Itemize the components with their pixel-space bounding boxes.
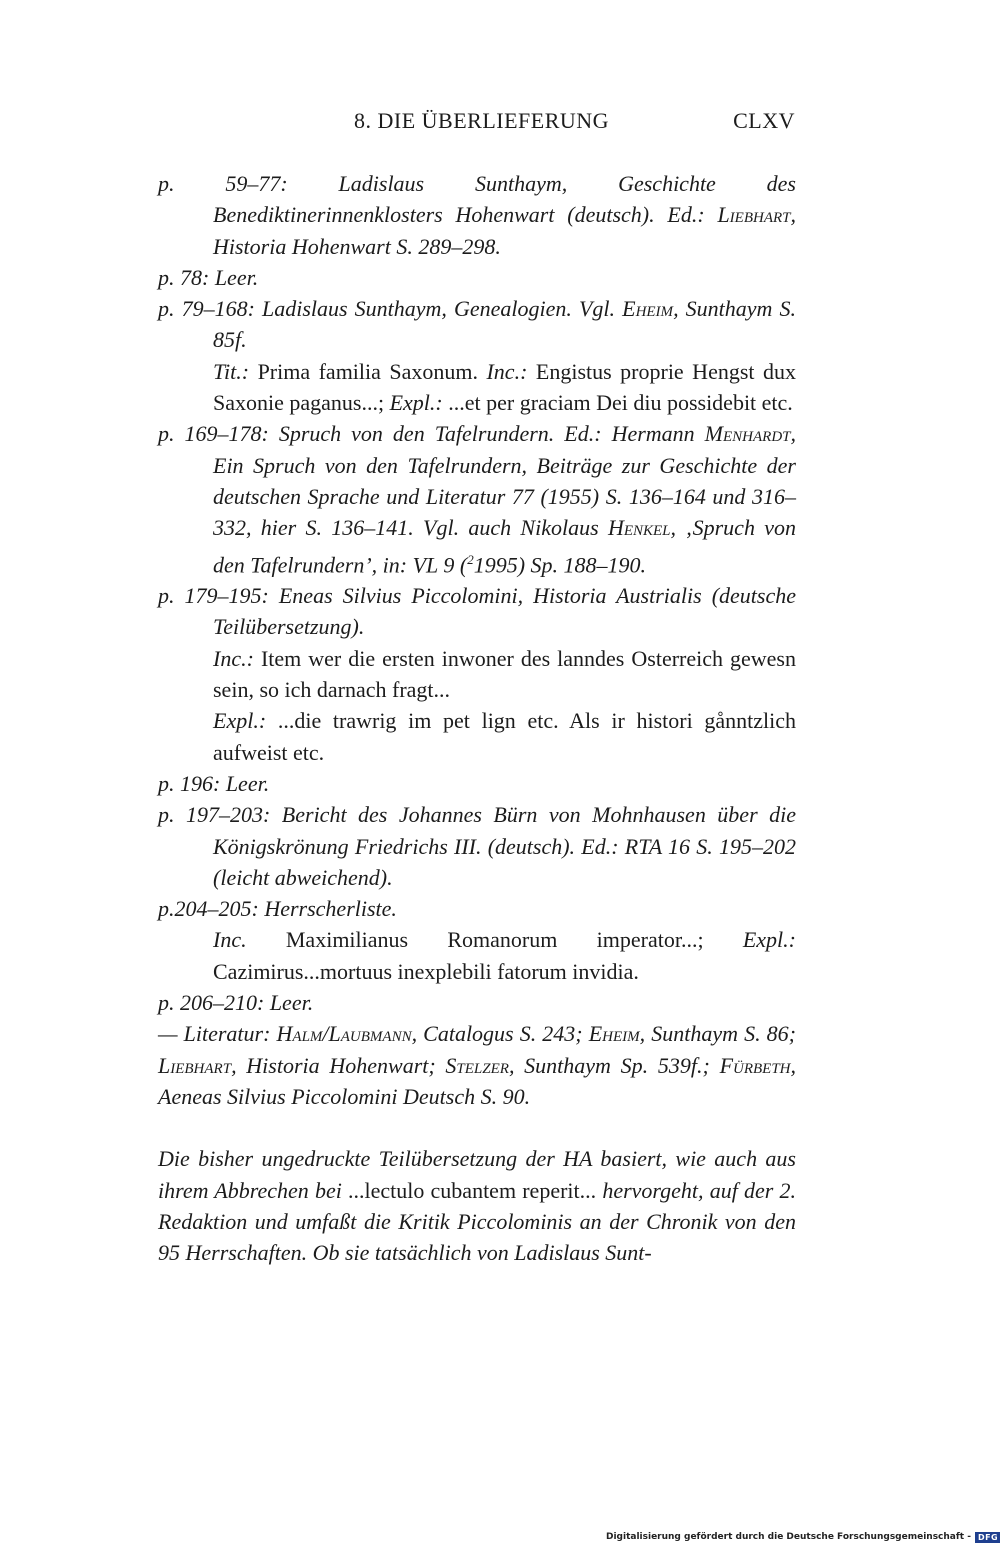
entry-text: , Catalogus S. 243;: [411, 1021, 589, 1047]
field-label: Expl.:: [389, 390, 443, 416]
entry-text: 1995) Sp. 188–190.: [473, 551, 647, 577]
entry-text: p. 78: Leer.: [158, 264, 259, 290]
entry-text: , ‚Spruch von den Tafelrundern’, in: VL 9 (: [213, 515, 796, 577]
incipit-explicit: [158, 924, 796, 987]
manuscript-entry: [158, 418, 796, 580]
entry-text: p. 197–203: Bericht des Johannes Bürn von Mohnhausen über die Königskrönung Friedrichs III. (deutsch). Ed.: RTA 16 S. 195–202 (leicht abweichend).: [158, 802, 796, 890]
quoted-text: ...et per graciam Dei diu possidebit etc.: [442, 390, 793, 416]
entry-text: p. 179–195: Eneas Silvius Piccolomini, Historia Austrialis (deutsche Teilübersetzung).: [158, 583, 796, 640]
author-name: Fürbeth: [719, 1052, 791, 1078]
manuscript-entry: [158, 768, 796, 799]
author-name: Henkel: [607, 515, 671, 541]
entry-text: — Literatur:: [158, 1021, 277, 1047]
manuscript-entry: [158, 262, 796, 293]
author-name: Liebhart: [717, 202, 791, 228]
literature-list: [158, 1018, 796, 1112]
quoted-text: ...die trawrig im pet lign etc. Als ir histori gånntzlich aufweist etc.: [213, 708, 796, 765]
entry-text: p. 59–77: Ladislaus Sunthaym, Geschichte des Benediktinerinnenklosters Hohenwart (deutsch). Ed.:: [158, 171, 796, 228]
quoted-text: ...lectulo cubantem reperit...: [348, 1177, 597, 1203]
field-label: Inc.:: [213, 645, 254, 671]
field-label: Expl.:: [742, 927, 796, 953]
document-body: [158, 168, 796, 1268]
quoted-text: Prima familia Saxonum.: [249, 358, 487, 384]
entry-text: , Historia Hohenwart;: [231, 1052, 446, 1078]
author-name: Stelzer: [445, 1052, 509, 1078]
manuscript-entry: [158, 987, 796, 1018]
entry-text: p. 196: Leer.: [158, 770, 270, 796]
page-number: CLXV: [733, 108, 795, 133]
manuscript-entry: [158, 580, 796, 643]
quoted-text: Item wer die ersten inwoner des lanndes Osterreich gewesn sein, so ich darnach fragt...: [213, 645, 796, 703]
entry-text: p. 79–168: Ladislaus Sunthaym, Genealogien. Vgl.: [158, 296, 623, 322]
entry-text: , Ein Spruch von den Tafelrundern, Beiträge zur Geschichte der deutschen Sprache und Literatur 77 (1955) S. 136–164 und 316–332, hier S. 136–141. Vgl. auch Nikolaus: [213, 421, 796, 541]
quoted-text: Engistus proprie Hengst dux Saxonie paganus...;: [213, 358, 796, 416]
chapter-title: 8. DIE ÜBERLIEFERUNG: [354, 108, 610, 133]
author-name: Halm/Laubmann: [276, 1021, 412, 1047]
edition-superscript: 2: [467, 551, 474, 567]
author-name: Eheim: [622, 296, 674, 322]
author-name: Liebhart: [158, 1052, 232, 1078]
field-label: Tit.:: [213, 358, 250, 384]
quoted-text: Cazimirus...mortuus inexplebili fatorum invidia.: [213, 958, 639, 984]
paragraph-text: hervorgeht, auf der 2. Redaktion und umfaßt die Kritik Piccolominis an der Chronik von den 95 Herrschaften. Ob sie tatsächlich von Ladislaus Sunt-: [158, 1177, 797, 1266]
dfg-logo: DFG: [975, 1532, 1000, 1543]
field-label: Expl.:: [213, 708, 267, 734]
author-name: Menhardt: [704, 421, 791, 447]
quoted-text: Maximilianus Romanorum imperator...;: [246, 927, 743, 953]
footer-text: Digitalisierung gefördert durch die Deutsche Forschungsgemeinschaft -: [606, 1532, 971, 1542]
entry-text: p.204–205: Herrscherliste.: [158, 896, 397, 922]
explicit: [158, 705, 796, 768]
entry-text: , Aeneas Silvius Piccolomini Deutsch S. 90.: [158, 1052, 796, 1109]
entry-text: p. 206–210: Leer.: [158, 990, 314, 1016]
manuscript-entry: [158, 168, 796, 262]
manuscript-entry: [158, 893, 796, 924]
body-paragraph: [158, 1143, 796, 1268]
manuscript-entry: [158, 799, 796, 893]
incipit: [158, 643, 796, 706]
paragraph-text: Die bisher ungedruckte Teilübersetzung der HA basiert, wie auch aus ihrem Abbrechen bei: [158, 1146, 796, 1203]
running-header: [0, 108, 1000, 138]
manuscript-entry: [158, 293, 796, 356]
entry-text: , Sunthaym S. 86;: [639, 1021, 796, 1047]
field-label: Inc.:: [486, 358, 528, 384]
digitization-footer: [606, 1529, 1000, 1545]
entry-text: , Sunthaym Sp. 539f.;: [508, 1052, 720, 1078]
author-name: Eheim: [588, 1021, 640, 1047]
incipit-explicit: [158, 356, 796, 419]
entry-text: , Sunthaym S. 85f.: [213, 296, 796, 353]
entry-text: p. 169–178: Spruch von den Tafelrundern. Ed.: Hermann: [158, 421, 705, 447]
entry-text: , Historia Hohenwart S. 289–298.: [213, 202, 796, 259]
field-label: Inc.: [213, 927, 247, 953]
